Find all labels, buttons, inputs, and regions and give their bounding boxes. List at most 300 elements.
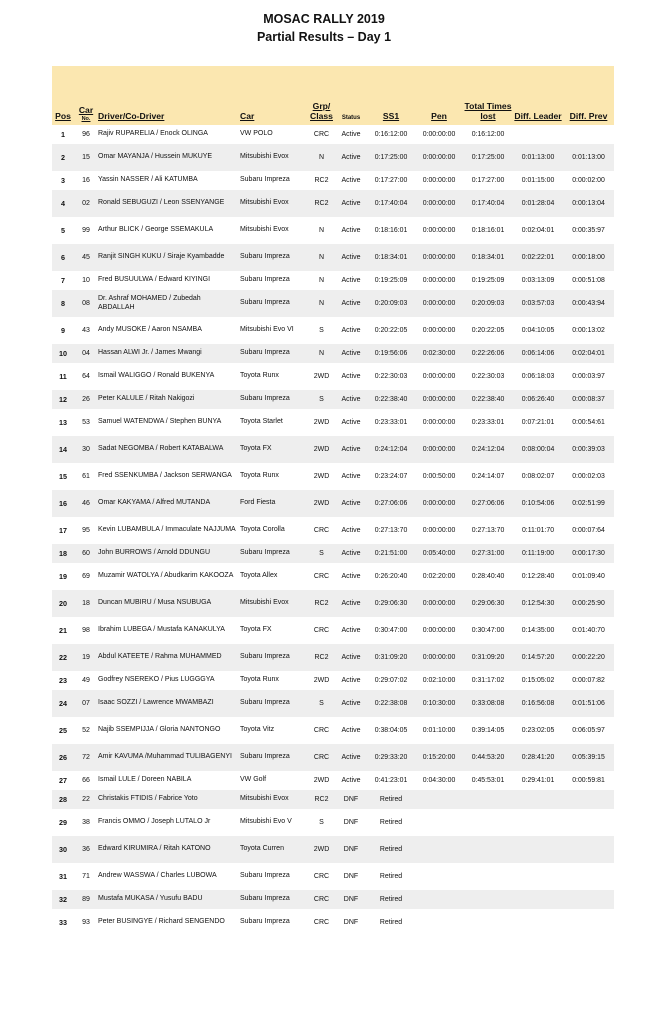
cell-driver: Dr. Ashraf MOHAMED / Zubedah ABDALLAH — [98, 290, 240, 317]
cell-diff-prev: 0:00:08:37 — [563, 390, 614, 409]
cell-pos: 30 — [52, 836, 74, 863]
cell-driver: Andy MUSOKE / Aaron NSAMBA — [98, 326, 202, 334]
cell-diff-prev — [563, 790, 614, 809]
cell-grp: RC2 — [308, 790, 335, 809]
cell-grp: CRC — [313, 727, 330, 734]
header-status: Status — [335, 66, 367, 125]
cell-diff-leader: 0:02:04:01 — [521, 227, 555, 234]
cell-total: 0:27:13:70 — [471, 527, 505, 534]
cell-car-no: 10 — [82, 277, 90, 284]
cell-pos: 33 — [59, 918, 67, 927]
cell-diff-leader: 0:07:21:01 — [521, 419, 555, 426]
header-pos: Pos — [52, 66, 74, 125]
table-row — [52, 363, 614, 390]
cell-grp: CRC — [308, 744, 335, 771]
cell-total: 0:24:12:04 — [463, 436, 513, 463]
cell-pen: 0:00:00:00 — [415, 590, 463, 617]
cell-diff-leader — [513, 863, 563, 890]
cell-grp: N — [308, 244, 335, 271]
cell-ss1: 0:22:38:08 — [367, 690, 415, 717]
cell-total: 0:27:31:00 — [463, 544, 513, 563]
cell-car-no: 46 — [74, 490, 98, 517]
cell-car: Subaru Impreza — [240, 690, 308, 717]
cell-grp: CRC — [313, 919, 330, 926]
cell-ss1: 0:29:33:20 — [367, 744, 415, 771]
cell-pos: 11 — [59, 372, 67, 381]
cell-ss1: Retired — [367, 836, 415, 863]
cell-car: Mitsubishi Evox — [240, 190, 308, 217]
cell-pen: 0:00:00:00 — [422, 277, 456, 284]
cell-diff-prev: 0:00:02:00 — [572, 177, 605, 184]
results-table — [52, 66, 614, 936]
cell-pen: 0:05:40:00 — [415, 544, 463, 563]
cell-pos: 5 — [61, 226, 65, 235]
cell-diff-prev: 0:01:51:06 — [563, 690, 614, 717]
header-ss1: SS1 — [367, 66, 415, 125]
cell-car: Toyota Vitz — [240, 726, 275, 734]
cell-driver: Christakis FTIDIS / Fabrice Yoto — [98, 790, 240, 809]
cell-grp: 2WD — [313, 777, 330, 784]
cell-diff-leader: 0:03:13:09 — [521, 277, 555, 284]
cell-total: 0:17:25:00 — [463, 144, 513, 171]
cell-total: 0:18:16:01 — [471, 227, 505, 234]
cell-car: Toyota Runx — [240, 372, 279, 380]
header-row — [52, 66, 614, 125]
table-row — [52, 863, 614, 890]
cell-ss1: 0:20:22:05 — [374, 327, 408, 334]
cell-pen: 0:00:00:00 — [422, 227, 456, 234]
cell-car: Toyota Allex — [240, 572, 278, 580]
cell-total: 0:24:14:07 — [471, 473, 505, 480]
header-pen: Pen — [415, 66, 463, 125]
cell-diff-prev: 0:00:35:97 — [572, 227, 605, 234]
cell-car-no: 22 — [74, 790, 98, 809]
cell-car: Subaru Impreza — [240, 390, 308, 409]
cell-driver: Sadat NEGOMBA / Robert KATABALWA — [98, 436, 240, 463]
cell-grp: 2WD — [313, 677, 330, 684]
cell-grp: CRC — [313, 527, 330, 534]
cell-diff-leader: 0:01:13:00 — [513, 144, 563, 171]
cell-status: DNF — [343, 919, 359, 926]
cell-driver: Ismail WALIGGO / Ronald BUKENYA — [98, 372, 215, 380]
cell-diff-leader: 0:08:00:04 — [513, 436, 563, 463]
cell-ss1: Retired — [367, 890, 415, 909]
cell-diff-leader: 0:02:22:01 — [513, 244, 563, 271]
table-row — [52, 809, 614, 836]
cell-driver: Omar KAKYAMA / Alfred MUTANDA — [98, 490, 240, 517]
cell-driver: Abdul KATEETE / Rahma MUHAMMED — [98, 644, 240, 671]
cell-status: Active — [341, 573, 361, 580]
cell-grp: N — [318, 277, 325, 284]
cell-status: Active — [335, 644, 367, 671]
cell-car-no: 18 — [74, 590, 98, 617]
cell-diff-prev: 0:00:18:00 — [563, 244, 614, 271]
cell-pen: 0:00:50:00 — [422, 473, 456, 480]
cell-grp: 2WD — [308, 490, 335, 517]
cell-pos: 6 — [52, 244, 74, 271]
cell-status: Active — [335, 244, 367, 271]
cell-pen: 0:00:00:00 — [422, 131, 456, 138]
cell-car-no: 98 — [82, 627, 90, 634]
cell-pos: 8 — [52, 290, 74, 317]
cell-ss1: 0:24:12:04 — [367, 436, 415, 463]
cell-total — [463, 809, 513, 836]
cell-pen: 0:02:30:00 — [415, 344, 463, 363]
cell-pen: 0:04:30:00 — [422, 777, 456, 784]
cell-status: Active — [341, 327, 361, 334]
cell-total: 0:31:09:20 — [463, 644, 513, 671]
cell-grp: 2WD — [313, 473, 330, 480]
cell-ss1: 0:17:27:00 — [374, 177, 408, 184]
cell-grp: S — [319, 327, 324, 334]
cell-status: Active — [341, 277, 361, 284]
cell-grp: S — [308, 544, 335, 563]
cell-grp: CRC — [313, 627, 330, 634]
cell-diff-leader: 0:10:54:06 — [513, 490, 563, 517]
cell-ss1: 0:20:09:03 — [367, 290, 415, 317]
cell-pen — [415, 836, 463, 863]
cell-total: 0:18:34:01 — [463, 244, 513, 271]
cell-car-no: 15 — [74, 144, 98, 171]
cell-total: 0:17:27:00 — [471, 177, 505, 184]
cell-pos: 13 — [59, 418, 67, 427]
cell-ss1: Retired — [367, 790, 415, 809]
table-row — [52, 171, 614, 190]
table-row — [52, 617, 614, 644]
cell-pos: 2 — [52, 144, 74, 171]
cell-status: Active — [341, 527, 361, 534]
cell-status: Active — [335, 190, 367, 217]
cell-diff-leader: 0:29:41:01 — [521, 777, 555, 784]
cell-diff-leader: 0:06:14:06 — [513, 344, 563, 363]
cell-pos: 10 — [52, 344, 74, 363]
cell-driver: Arthur BLICK / George SSEMAKULA — [98, 226, 214, 234]
cell-pen: 0:01:10:00 — [422, 727, 456, 734]
cell-car-no: 07 — [74, 690, 98, 717]
cell-driver: Ronald SEBUGUZI / Leon SSENYANGE — [98, 190, 240, 217]
cell-driver: Francis OMMO / Joseph LUTALO Jr — [98, 818, 211, 826]
cell-car-no: 08 — [74, 290, 98, 317]
cell-pos: 22 — [52, 644, 74, 671]
header-driver: Driver/Co-Driver — [98, 66, 240, 125]
table-row — [52, 544, 614, 563]
table-row — [52, 125, 614, 144]
cell-car: Toyota Starlet — [240, 418, 283, 426]
cell-pen: 0:00:00:00 — [415, 436, 463, 463]
cell-total — [463, 836, 513, 863]
cell-total: 0:33:08:08 — [463, 690, 513, 717]
cell-status: Active — [335, 344, 367, 363]
cell-pos: 3 — [61, 176, 65, 185]
cell-total: 0:45:53:01 — [471, 777, 505, 784]
cell-pen — [415, 809, 463, 836]
cell-car: Subaru Impreza — [240, 890, 308, 909]
cell-diff-prev: 0:00:43:94 — [563, 290, 614, 317]
cell-ss1: 0:16:12:00 — [374, 131, 408, 138]
cell-grp: N — [308, 344, 335, 363]
cell-diff-prev: 0:00:03:97 — [572, 373, 605, 380]
table-row — [52, 490, 614, 517]
cell-status: Active — [341, 473, 361, 480]
cell-pen: 0:00:00:00 — [422, 327, 456, 334]
cell-ss1: 0:23:24:07 — [374, 473, 408, 480]
table-row — [52, 217, 614, 244]
cell-pen — [415, 890, 463, 909]
cell-status: DNF — [335, 836, 367, 863]
table-row — [52, 644, 614, 671]
cell-total — [463, 909, 513, 936]
cell-diff-prev: 0:00:13:02 — [572, 327, 605, 334]
cell-status: Active — [341, 177, 361, 184]
cell-diff-leader: 0:06:26:40 — [513, 390, 563, 409]
cell-ss1: 0:41:23:01 — [374, 777, 408, 784]
cell-diff-leader — [513, 909, 563, 936]
header-total: Total Times lost — [463, 66, 513, 125]
cell-car-no: 26 — [74, 390, 98, 409]
cell-status: Active — [341, 727, 361, 734]
cell-pen: 0:00:00:00 — [415, 244, 463, 271]
cell-pen: 0:00:00:00 — [415, 644, 463, 671]
cell-pos: 15 — [59, 472, 67, 481]
cell-pos: 28 — [52, 790, 74, 809]
cell-driver: Yassin NASSER / Ali KATUMBA — [98, 176, 198, 184]
cell-status: Active — [335, 690, 367, 717]
cell-car: Ford Fiesta — [240, 490, 308, 517]
cell-diff-prev: 0:01:40:70 — [572, 627, 605, 634]
cell-pos: 32 — [52, 890, 74, 909]
cell-pos: 1 — [61, 130, 65, 139]
table-row — [52, 890, 614, 909]
cell-driver: Fred SSENKUMBA / Jackson SERWANGA — [98, 472, 232, 480]
cell-diff-prev: 0:02:04:01 — [563, 344, 614, 363]
cell-car: Subaru Impreza — [240, 644, 308, 671]
header-car-no — [74, 66, 98, 125]
cell-grp: CRC — [313, 131, 330, 138]
cell-diff-leader: 0:12:54:30 — [513, 590, 563, 617]
cell-diff-leader: 0:01:28:04 — [513, 190, 563, 217]
cell-status: Active — [341, 677, 361, 684]
cell-driver: Godfrey NSEREKO / Pius LUGGGYA — [98, 676, 215, 684]
cell-car-no: 19 — [74, 644, 98, 671]
cell-pen: 0:00:00:00 — [422, 373, 456, 380]
cell-pos: 21 — [59, 626, 67, 635]
cell-ss1: 0:18:34:01 — [367, 244, 415, 271]
cell-ss1: 0:27:13:70 — [374, 527, 408, 534]
cell-pos: 18 — [52, 544, 74, 563]
cell-driver: Peter BUSINGYE / Richard SENGENDO — [98, 918, 225, 926]
cell-pos: 4 — [52, 190, 74, 217]
cell-ss1: 0:31:09:20 — [367, 644, 415, 671]
cell-diff-prev: 0:00:17:30 — [563, 544, 614, 563]
cell-car-no: 99 — [82, 227, 90, 234]
table-row — [52, 463, 614, 490]
cell-grp: N — [308, 290, 335, 317]
cell-car: VW Golf — [240, 776, 267, 784]
cell-diff-prev: 0:02:51:99 — [563, 490, 614, 517]
cell-pen: 0:15:20:00 — [415, 744, 463, 771]
cell-total: 0:22:26:06 — [463, 344, 513, 363]
cell-status: Active — [341, 131, 361, 138]
cell-grp: CRC — [313, 573, 330, 580]
cell-status: Active — [341, 227, 361, 234]
table-row — [52, 144, 614, 171]
cell-car: Subaru Impreza — [240, 244, 308, 271]
cell-total: 0:44:53:20 — [463, 744, 513, 771]
cell-pos: 9 — [61, 326, 65, 335]
cell-grp: CRC — [308, 890, 335, 909]
cell-car: Toyota Runx — [240, 472, 279, 480]
cell-total: 0:23:33:01 — [471, 419, 505, 426]
cell-pos: 7 — [61, 276, 65, 285]
cell-total: 0:31:17:02 — [471, 677, 505, 684]
cell-car: Subaru Impreza — [240, 290, 308, 317]
cell-pen: 0:02:10:00 — [422, 677, 456, 684]
cell-grp: S — [319, 819, 324, 826]
cell-car: Toyota FX — [240, 626, 272, 634]
cell-status: DNF — [335, 790, 367, 809]
cell-diff-leader: 0:04:10:05 — [521, 327, 555, 334]
cell-status: Active — [335, 490, 367, 517]
cell-car-no: 49 — [82, 677, 90, 684]
cell-car: Toyota Corolla — [240, 526, 285, 534]
cell-ss1: 0:26:20:40 — [374, 573, 408, 580]
cell-total: 0:28:40:40 — [471, 573, 505, 580]
cell-ss1: 0:29:07:02 — [374, 677, 408, 684]
cell-diff-leader — [513, 836, 563, 863]
cell-pen: 0:00:00:00 — [415, 190, 463, 217]
cell-ss1: 0:17:25:00 — [367, 144, 415, 171]
cell-car: Subaru Impreza — [240, 276, 290, 284]
cell-status: Active — [335, 144, 367, 171]
cell-status: DNF — [335, 890, 367, 909]
cell-diff-prev: 0:00:25:90 — [563, 590, 614, 617]
cell-car: Subaru Impreza — [240, 176, 290, 184]
page-subtitle: Partial Results – Day 1 — [256, 30, 392, 44]
cell-pen: 0:00:00:00 — [415, 144, 463, 171]
cell-car-no: 36 — [74, 836, 98, 863]
cell-total: 0:16:12:00 — [471, 131, 505, 138]
cell-car-no: 61 — [82, 473, 90, 480]
header-diff-leader: Diff. Leader — [513, 66, 563, 125]
cell-ss1: 0:19:25:09 — [374, 277, 408, 284]
cell-diff-prev: 0:00:13:04 — [563, 190, 614, 217]
cell-diff-prev — [563, 909, 614, 936]
cell-total: 0:39:14:05 — [471, 727, 505, 734]
cell-car: Subaru Impreza — [240, 918, 290, 926]
cell-status: Active — [341, 419, 361, 426]
cell-driver: Muzamir WATOLYA / Abudkarim KAKOOZA — [98, 572, 234, 580]
header-diff-prev: Diff. Prev — [563, 66, 614, 125]
cell-ss1: Retired — [379, 873, 403, 880]
cell-total: 0:22:30:03 — [471, 373, 505, 380]
cell-diff-prev: 0:00:07:82 — [572, 677, 605, 684]
cell-driver: Mustafa MUKASA / Yusufu BADU — [98, 890, 240, 909]
cell-pos: 26 — [52, 744, 74, 771]
cell-car-no: 89 — [74, 890, 98, 909]
cell-car: VW POLO — [240, 130, 273, 138]
cell-driver: Isaac SOZZI / Lawrence MWAMBAZI — [98, 690, 240, 717]
cell-pen: 0:10:30:00 — [415, 690, 463, 717]
header-car: Car — [240, 66, 308, 125]
cell-car-no: 16 — [82, 177, 90, 184]
cell-grp: 2WD — [313, 419, 330, 426]
cell-diff-leader: 0:08:02:07 — [521, 473, 555, 480]
cell-car-no: 72 — [74, 744, 98, 771]
cell-total: 0:22:38:40 — [463, 390, 513, 409]
cell-ss1: Retired — [379, 819, 403, 826]
table-row — [52, 290, 614, 317]
cell-total: 0:17:40:04 — [463, 190, 513, 217]
cell-car-no: 66 — [82, 777, 90, 784]
cell-ss1: 0:21:51:00 — [367, 544, 415, 563]
cell-ss1: 0:29:06:30 — [367, 590, 415, 617]
cell-pos: 27 — [59, 776, 67, 785]
table-row — [52, 517, 614, 544]
cell-status: Active — [335, 436, 367, 463]
table-row — [52, 390, 614, 409]
table-row — [52, 190, 614, 217]
cell-car: Mitsubishi Evo V — [240, 818, 292, 826]
cell-diff-prev: 0:00:59:81 — [572, 777, 605, 784]
cell-diff-leader: 0:06:18:03 — [521, 373, 555, 380]
cell-car-no: 96 — [82, 131, 90, 138]
cell-grp: N — [318, 227, 325, 234]
cell-pen: 0:02:20:00 — [422, 573, 456, 580]
cell-diff-leader: 0:16:56:08 — [513, 690, 563, 717]
cell-car: Subaru Impreza — [240, 544, 308, 563]
cell-driver: Omar MAYANJA / Hussein MUKUYE — [98, 144, 240, 171]
cell-driver: Rajiv RUPARELIA / Enock OLINGA — [98, 130, 208, 138]
cell-grp: N — [308, 144, 335, 171]
cell-car: Toyota FX — [240, 436, 308, 463]
cell-diff-prev: 0:01:13:00 — [563, 144, 614, 171]
cell-diff-prev: 0:00:02:03 — [572, 473, 605, 480]
table-row — [52, 836, 614, 863]
cell-status: DNF — [343, 819, 359, 826]
cell-driver: Fred BUSUULWA / Edward KIYINGI — [98, 276, 211, 284]
table-row — [52, 590, 614, 617]
cell-diff-prev: 0:05:39:15 — [563, 744, 614, 771]
cell-pos: 16 — [52, 490, 74, 517]
page-title: MOSAC RALLY 2019 — [263, 12, 385, 26]
cell-grp: 2WD — [313, 373, 330, 380]
cell-status: DNF — [343, 873, 359, 880]
cell-driver: Samuel WATENDWA / Stephen BUNYA — [98, 418, 222, 426]
cell-grp: S — [308, 690, 335, 717]
cell-driver: Ismail LULE / Doreen NABILA — [98, 776, 192, 784]
cell-driver: Andrew WASSWA / Charles LUBOWA — [98, 872, 217, 880]
cell-pos: 14 — [52, 436, 74, 463]
cell-driver: Duncan MUBIRU / Musa NSUBUGA — [98, 590, 240, 617]
cell-driver: Hassan ALWI Jr. / James Mwangi — [98, 344, 240, 363]
cell-status: Active — [341, 627, 361, 634]
header-car-no-sub: No. — [81, 115, 91, 122]
cell-pen: 0:00:00:00 — [415, 490, 463, 517]
cell-diff-leader: 0:03:57:03 — [513, 290, 563, 317]
cell-ss1: 0:18:16:01 — [374, 227, 408, 234]
cell-driver: Ranjit SINGH KUKU / Siraje Kyambadde — [98, 244, 240, 271]
header-car-no-top: Car — [78, 104, 94, 115]
cell-diff-prev — [563, 809, 614, 836]
table-row — [52, 409, 614, 436]
cell-pen: 0:00:00:00 — [422, 177, 456, 184]
cell-status: Active — [341, 373, 361, 380]
cell-pen: 0:00:00:00 — [415, 390, 463, 409]
cell-grp: 2WD — [308, 436, 335, 463]
cell-diff-prev: 0:06:05:97 — [572, 727, 605, 734]
cell-pos: 25 — [59, 726, 67, 735]
cell-pos: 24 — [52, 690, 74, 717]
